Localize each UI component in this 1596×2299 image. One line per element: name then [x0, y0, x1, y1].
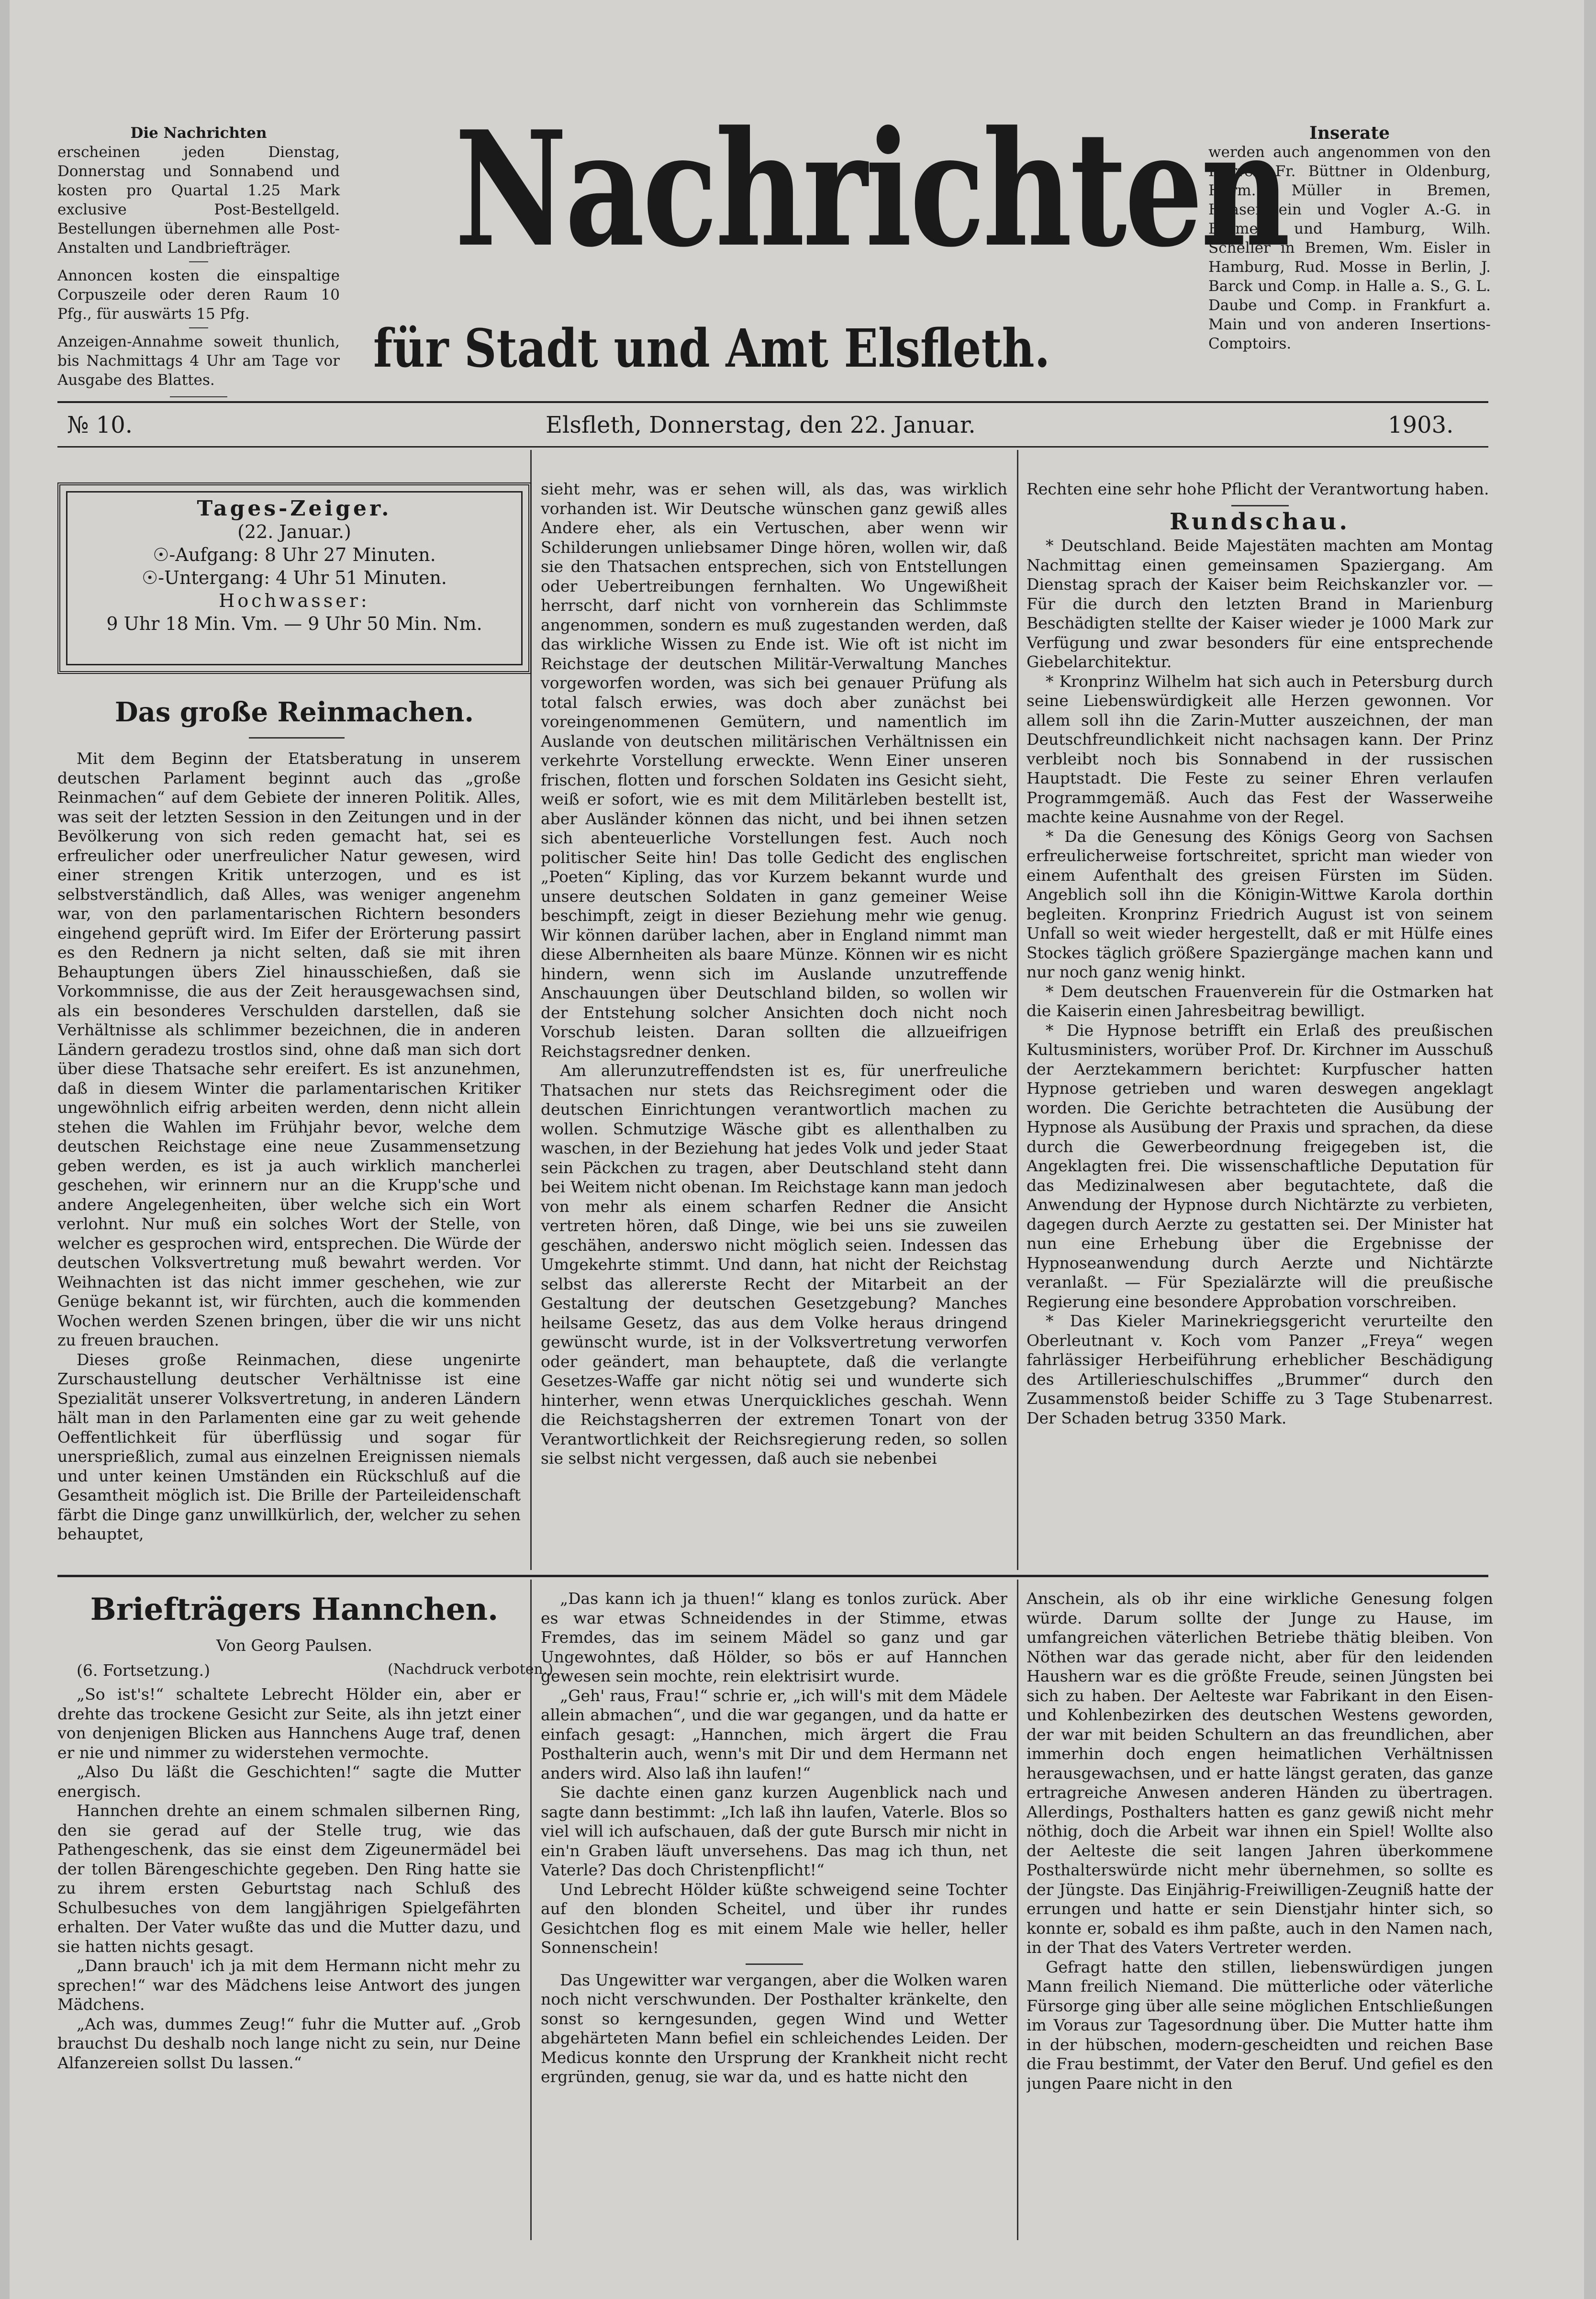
column-divider — [1017, 450, 1018, 1570]
feuilleton-copyright: (Nachdruck verboten.) — [388, 1661, 554, 1678]
feuilleton-installment: (6. Fortsetzung.) — [77, 1661, 210, 1680]
tageszeiger-title: Tages-Zeiger. — [197, 496, 392, 521]
dateline: Elsfleth, Donnerstag, den 22. Januar. — [546, 412, 976, 438]
paragraph: „So ist's!“ schaltete Lebrecht Hölder ein, aber er drehte das trockene Gesicht zur Seite, als ihn jetzt einer von denjenigen Blicken aus Hannchens Auge traf, denen er nie und nimmer zu widerstehen vermochte. — [57, 1685, 521, 1762]
masthead-rule-bottom — [57, 446, 1488, 448]
paragraph: Anschein, als ob ihr eine wirkliche Genesung folgen würde. Darum sollte der Junge zu Hause, im umfangreichen väterlichen Betriebe thätig bleiben. Von Nöthen war das gerade nicht, aber für den leidenden Haushern war es die größte Freude, seinen Jüngsten bei sich zu haben. Der Aelteste war Fabrikant in den Eisen- und Kohlenbezirken des deutschen Westens geworden, der war mit beiden Schultern an das freundlichen, aber immerhin doch engen heimatlichen Verhältnissen herausgewachsen, und er hatte längst geraten, das ganze ertragreiche Anwesen anderen Händen zu übertragen. Allerdings, Posthalters hatten es ganz gewiß nicht mehr nöthig, doch die Arbeit war ihnen ein Spiel! Wollte also der Aelteste die seit langen Jahren überkommene Posthalterswürde nicht mehr übernehmen, so sollte es der Jüngste. Das Einjährig-Freiwilligen-Zeugniß hatte der errungen und hatte er sein Dienstjahr hinter sich, so konnte er, sobald es ihm paßte, auch in den Namen nach, in der That des Vaters Vertreter werden. — [1027, 1589, 1493, 1957]
tide-times: 9 Uhr 18 Min. Vm. — 9 Uhr 50 Min. Nm. — [106, 613, 482, 634]
paragraph: Dieses große Reinmachen, diese ungenirte Zurschaustellung deutscher Verhältnisse ist eine Spezialität unserer Volksvertretung, in anderen Ländern hält man in den Parlamenten eine gar zu weit gehende Oeffentlichkeit für überflüssig und sogar für unersprießlich, zumal aus einzelnen Ereignissen niemals und unter keinen Umständen ein Rückschluß auf die Gesamtheit möglich ist. Die Brille der Parteileidenschaft färbt die Dinge ganz unwillkürlich, der, welcher zu sehen behauptet, — [57, 1350, 521, 1543]
feuilleton-column-1 — [57, 1685, 521, 2240]
feuilleton-author: Von Georg Paulsen. — [216, 1636, 372, 1655]
divider — [170, 396, 227, 397]
paragraph: Hannchen drehte an einem schmalen silbernen Ring, den sie gerad auf der Stelle trug, wie das Pathengeschenk, das sie einst dem Zigeunermädel bei der tollen Bärengeschichte gegeben. Den Ring hatte sie zu ihrem ersten Geburtstag nach Schluß des Schulbesuches von dem langjährigen Spielgefährten erhalten. Der Vater wußte das und die Mutter dazu, und sie hatten nichts gesagt. — [57, 1801, 521, 1956]
rundschau-title: Rundschau. — [1169, 508, 1350, 535]
left-info-ads: Annoncen kosten die einspaltige Corpuszeile oder deren Raum 10 Pfg., für auswärts 15 Pfg. — [57, 267, 340, 323]
masthead-title: Nachrichten — [455, 96, 1288, 282]
paragraph: Sie dachte einen ganz kurzen Augenblick nach und sagte dann bestimmt: „Ich laß ihn laufen, Vaterle. Blos so viel will ich aufschauen, daß der gute Bursch mir nicht in ein'n Graben läuft unversehens. Das mag ich thun, net Vaterle? Das doch Christenpflicht!“ — [541, 1783, 1007, 1879]
sunrise: ☉-Aufgang: 8 Uhr 27 Minuten. — [153, 544, 436, 565]
newspaper-page — [10, 0, 1584, 2299]
paragraph: Mit dem Beginn der Etatsberatung in unserem deutschen Parlament beginnt auch das „große Reinmachen“ auf dem Gebiete der inneren Politik. Alles, was seit der letzten Session in den Zeitungen und in der Bevölkerung von sich reden gemacht hat, sei es erfreulicher oder unerfreulicher Natur gewesen, wird einer strengen Kritik unterzogen, und es ist selbstverständlich, daß Alles, was weniger angenehm war, von den parlamentarischen Richtern besonders eingehend geprüft wird. Im Eifer der Erörterung passirt es den Rednern ja nicht selten, daß sie mit ihren Behauptungen übers Ziel hinausschießen, daß sie Vorkommnisse, die aus der Zeit herausgewachsen sind, als ein besonderes Verschulden darstellen, daß sie Verhältnisse als schlimmer bezeichnen, die in anderen Ländern geradezu trostlos sind, ohne daß man sich dort über diese Thatsache sehr ereifert. Es ist anzunehmen, daß in diesem Winter die parlamentarischen Kritiker ungewöhnlich eifrig arbeiten werden, denn nicht allein stehen die Wahlen im Frühjahr bevor, welche dem deutschen Reichstage eine neue Zusammensetzung geben werden, es ist ja auch wirklich mancherlei geschehen, wir erinnern nur an die Krupp'sche und andere Angelegenheiten, über welche sich ein Wort verlohnt. Nur muß ein solches Wort der Stelle, von welcher es gesprochen wird, entsprechen. Die Würde der deutschen Volksvertretung muß bewahrt werden. Vor Weihnachten ist das nicht immer geschehen, wie zur Genüge bekannt ist, wir fürchten, auch die kommenden Wochen werden Szenen bringen, über die wir uns nicht zu freuen brauchen. — [57, 749, 521, 1349]
article-headline: Das große Reinmachen. — [115, 696, 474, 728]
column-divider — [530, 1580, 532, 2240]
paragraph: Das Ungewitter war vergangen, aber die Wolken waren noch nicht verschwunden. Der Posthalter kränkelte, den sonst so kerngesunden, gegen Wind und Wetter abgehärteten Mann befiel ein schleichendes Leiden. Der Medicus konnte den Ursprung der Krankheit nicht recht ergründen, genug, sie war da, und es hatte nicht den — [541, 1970, 1007, 2086]
paragraph: sieht mehr, was er sehen will, als das, was wirklich vorhanden ist. Wir Deutsche wünschen ganz gewiß alles Andere eher, als ein Vertuschen, aber wenn wir Schilderungen unliebsamer Dinge hören, wollen wir, daß sie den Thatsachen entsprechen, sich von Entstellungen oder Uebertreibungen fernhalten. Wo Ungewißheit herrscht, darf nicht von vornherein das Schlimmste angenommen, sondern es muß zugestanden werden, daß das wirkliche Wissen zu Ende ist. Wie oft ist nicht im Reichstage der deutschen Militär-Verwaltung Manches vorgeworfen worden, was sich bei genauer Prüfung als total falsch erwies, was doch aber zunächst bei voreingenommenen Gemütern, und namentlich im Auslande von deutschen militärischen Verhältnissen ein verkehrte Vorstellung erweckte. Wenn Einer unseren frischen, flotten und forschen Soldaten ins Gesicht sieht, weiß er sofort, wie es mit dem Militärleben bestellt ist, aber Ausländer können das nicht, und bei ihnen setzen sich abenteuerliche Vorstellungen fest. Auch noch politischer Seite hin! Das tolle Gedicht des englischen „Poeten“ Kipling, das vor Kurzem bekannt wurde und unsere deutschen Soldaten in ganz gemeiner Weise beschimpft, zeigt in dieser Beziehung mehr wie genug. Wir können darüber lachen, aber in England nimmt man diese Albernheiten als baare Münze. Können wir es nicht hindern, wenn sich im Auslande unzutreffende Anschauungen über Deutschland bilden, so wollen wir der Entstehung solcher Ansichten doch nicht noch Vorschub leisten. Daran sollten die allzueifrigen Reichstagsredner denken. — [541, 480, 1007, 1061]
column-divider — [1017, 1580, 1018, 2240]
left-info-subscription: erscheinen jeden Dienstag, Donnerstag und Sonnabend und kosten pro Quartal 1.25 Mark exclusive Post-Bestellgeld. Bestellungen übernehmen alle Post-Anstalten und Landbriefträger. — [57, 144, 340, 257]
divider — [746, 1963, 803, 1965]
tageszeiger-box — [57, 482, 531, 674]
paragraph: „Geh' raus, Frau!“ schrie er, „ich will's mit dem Mädele allein abmachen“, und die war gegangen, und da hatte er einfach gesagt: „Hannchen, mich ärgert die Frau Posthalterin auch, wenn's mit Dir und dem Hermann net anders wird. Also laß ihn laufen!“ — [541, 1686, 1007, 1783]
right-info-text: werden auch angenommen von den Herren Fr. Büttner in Oldenburg, Herm. Müller in Bremen, Haasenstein und Vogler A.-G. in Bremen und Hamburg, Wilh. Scheller in Bremen, Wm. Eisler in Hamburg, Rud. Mosse in Berlin, J. Barck und Comp. in Halle a. S., G. L. Daube und Comp. in Frankfurt a. Main und von anderen Insertions-Comptoirs. — [1208, 144, 1491, 352]
article1-column-1 — [57, 749, 521, 1563]
right-info-heading: Inserate — [1309, 123, 1390, 143]
feuilleton-column-3 — [1027, 1589, 1493, 2240]
feuilleton-column-2 — [541, 1589, 1007, 2240]
news-item: * Die Hypnose betrifft ein Erlaß des preußischen Kultusministers, worüber Prof. Dr. Kirchner im Ausschuß der Aerztekammern berichtet: Kurpfuscher hatten Hypnose getrieben und waren deswegen angeklagt worden. Die Gerichte betrachteten die Ausübung der Hypnose als Ausübung der Praxis und sprachen, da diese durch die Gewerbeordnung freigegeben ist, die Angeklagten frei. Die wissenschaftliche Deputation für das Medizinalwesen aber begutachtete, daß die Anwendung der Hypnose durch Nichtärzte zu verbieten, dagegen durch Aerzte zu gestatten sei. Der Minister hat nun eine Erhebung über die Ergebnisse der Hypnoseanwendung durch Aerzte und Nichtärzte veranlaßt. — Für Spezialärzte will die preußische Regierung eine besondere Approbation vorschreiben. — [1027, 1021, 1493, 1311]
paragraph: Und Lebrecht Hölder küßte schweigend seine Tochter auf den blonden Scheitel, und über ihr rundes Gesichtchen flog es mit einem Male wie heller, heller Sonnenschein! — [541, 1880, 1007, 1957]
news-item: * Dem deutschen Frauenverein für die Ostmarken hat die Kaiserin einen Jahresbeitrag bewilligt. — [1027, 982, 1493, 1020]
paragraph: „Ach was, dummes Zeug!“ fuhr die Mutter auf. „Grob brauchst Du deshalb noch lange nicht zu sein, nur Deine Alfanzereien sollst Du lassen.“ — [57, 2014, 521, 2072]
divider — [189, 327, 208, 328]
left-info-heading: Die Nachrichten — [130, 124, 267, 142]
divider — [189, 261, 208, 262]
rundschau-column — [1027, 480, 1493, 1564]
news-item: * Deutschland. Beide Majestäten machten am Montag Nachmittag einen gemeinsamen Spaziergang. Am Dienstag sprach der Kaiser beim Reichskanzler vor. — Für die durch den letzten Brand in Marienburg Beschädigten stellte der Kaiser wieder je 1000 Mark zur Verfügung und zwar besonders für eine entsprechende Giebelarchitektur. — [1027, 536, 1493, 671]
masthead-right-info — [1208, 123, 1491, 353]
tide-title: Hochwasser: — [219, 590, 370, 611]
masthead-left-info — [57, 123, 340, 404]
tageszeiger-date: (22. Januar.) — [237, 521, 351, 542]
paragraph: Am allerunzutreffendsten ist es, für unerfreuliche Thatsachen nur stets das Reichsregiment oder die deutschen Einrichtungen verantwortlich machen zu wollen. Schmutzige Wäsche gibt es allenthalben zu waschen, in der Beziehung hat jedes Volk und jeder Staat sein Päckchen zu tragen, aber Deutschland steht dann bei Weitem nicht obenan. Im Reichstage kann man jedoch von mehr als einem scharfen Redner die Ansicht vertreten hören, daß Dinge, wie bei uns sie zuweilen geschähen, anderswo nicht möglich seien. Indessen das Umgekehrte stimmt. Und dann, hat nicht der Reichstag selbst das allererste Recht der Mitarbeit an der Gestaltung der deutschen Gesetzgebung? Manches heilsame Gesetz, das aus dem Volke heraus dringend gewünscht wurde, ist in der Volksvertretung verworfen oder geändert, man behauptete, daß die verlangte Gesetzes-Waffe gar nicht nötig sei und wunderte sich hinterher, wenn etwas Unerquickliches geschah. Wenn die Reichstagsherren der extremen Tonart von der Verantwortlichkeit der Reichsregierung reden, so sollen sie selbst nicht vergessen, daß auch sie nebenbei — [541, 1061, 1007, 1468]
news-item: * Kronprinz Wilhelm hat sich auch in Petersburg durch seine Liebenswürdigkeit alle Herzen gewonnen. Vor allem soll ihn die Zarin-Mutter auszeichnen, der man Deutschfreundlichkeit nicht nachsagen kann. Der Prinz verbleibt noch bis Sonnabend in der russischen Hauptstadt. Die Feste zu seiner Ehren verlaufen Programmgemäß. Auch das Fest der Wasserweihe machte keine Ausnahme von der Regel. — [1027, 672, 1493, 826]
paragraph: „Das kann ich ja thuen!“ klang es tonlos zurück. Aber es war etwas Schneidendes in der Stimme, etwas Fremdes, das im seinem Mädel so ganz und gar Ungewohntes, daß Hölder, so bös er auf Hannchen gewesen sein mochte, rein elektrisirt wurde. — [541, 1589, 1007, 1685]
feuilleton-headline: Briefträgers Hannchen. — [90, 1592, 499, 1627]
paragraph: „Also Du läßt die Geschichten!“ sagte die Mutter energisch. — [57, 1762, 521, 1801]
left-info-deadline: Anzeigen-Annahme soweit thunlich, bis Nachmittags 4 Uhr am Tage vor Ausgabe des Blattes. — [57, 333, 340, 389]
masthead-rule-top — [57, 401, 1488, 403]
masthead-subtitle: für Stadt und Amt Elsfleth. — [373, 317, 1050, 379]
paragraph: „Dann brauch' ich ja mit dem Hermann nicht mehr zu sprechen!“ war des Mädchens leise Antwort des jungen Mädchens. — [57, 1956, 521, 2014]
sunset: ☉-Untergang: 4 Uhr 51 Minuten. — [142, 567, 447, 588]
issue-year: 1903. — [1388, 412, 1454, 438]
headline-rule — [249, 737, 345, 739]
news-item: * Das Kieler Marinekriegsgericht verurteilte den Oberleutnant v. Koch vom Panzer „Freya“ wegen fahrlässiger Herbeiführung erheblicher Beschädigung des Artillerieschulschiffes „Brummer“ durch den Zusammenstoß beider Schiffe zu 3 Tage Stubenarrest. Der Schaden betrug 3350 Mark. — [1027, 1312, 1493, 1427]
issue-number: № 10. — [67, 412, 133, 438]
paragraph: Rechten eine sehr hohe Pflicht der Verantwortung haben. — [1027, 480, 1489, 498]
feuilleton-rule — [57, 1575, 1488, 1577]
article1-column-2 — [541, 480, 1007, 1564]
paragraph: Gefragt hatte den stillen, liebenswürdigen jungen Mann freilich Niemand. Die mütterliche oder väterliche Fürsorge ging über alle seine möglichen Entschließungen im Voraus zur Tagesordnung über. Die Mutter hatte ihm in der hübschen, modern-gescheidten und reichen Base die Frau bestimmt, der Vater den Beruf. Und gefiel es den jungen Paare nicht in den — [1027, 1957, 1493, 2093]
news-item: * Da die Genesung des Königs Georg von Sachsen erfreulicherweise fortschreitet, spricht man wieder von einem Aufenthalt des greisen Fürsten im Süden. Angeblich soll ihn die Königin-Wittwe Karola dorthin begleiten. Kronprinz Friedrich August ist von seinem Unfall so weit wieder hergestellt, daß er mit Hülfe eines Stockes täglich größere Spaziergänge machen kann und nur noch ganz wenig hinkt. — [1027, 827, 1493, 981]
divider — [1231, 505, 1289, 506]
